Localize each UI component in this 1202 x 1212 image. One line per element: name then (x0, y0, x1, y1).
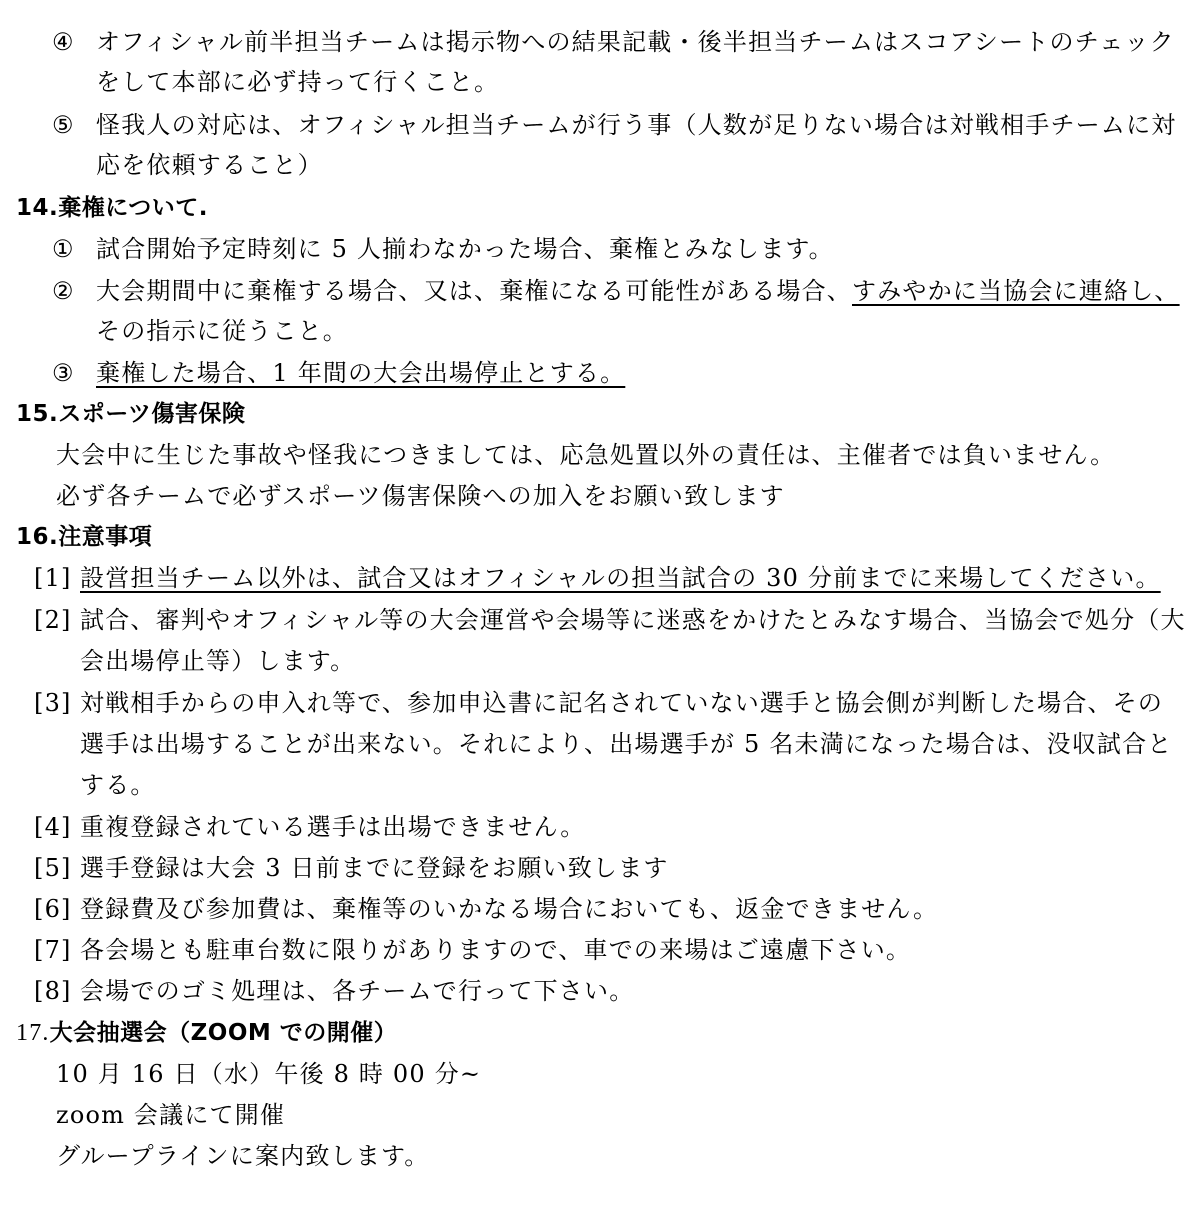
section14-item-1 (52, 234, 834, 264)
item-text: 怪我人の対応は、オフィシャル担当チームが行う事（人数が足りない場合は対戦相手チームに対 (96, 111, 1177, 139)
section14-item-3 (52, 358, 625, 388)
item-text: その指示に従うこと。 (96, 317, 348, 345)
section14-item-2-continued (96, 316, 348, 346)
section16-item-5 (34, 853, 669, 883)
section16-item-7 (34, 935, 911, 965)
section17-heading (16, 1017, 397, 1048)
item-text: 会出場停止等）します。 (80, 647, 356, 675)
item-marker: [1] (34, 564, 72, 592)
section16-item-3-continued-2 (80, 770, 156, 800)
section13-item-5 (52, 110, 1176, 140)
item-text-underlined: 棄権した場合、1 年間の大会出場停止とする。 (96, 359, 626, 387)
section14-heading: 14.棄権について. (16, 195, 209, 221)
item-marker: ③ (52, 359, 75, 387)
section13-item-4-continued (96, 67, 499, 97)
section13-item-4 (52, 27, 1175, 57)
item-text: 応を依頼すること） (96, 151, 323, 179)
section17-heading-number: 17. (16, 1020, 50, 1046)
section13-item-5-continued (96, 150, 323, 180)
item-text: をして本部に必ず持って行くこと。 (96, 68, 500, 96)
section16-item-3-continued (80, 729, 1173, 759)
section16-heading: 16.注意事項 (16, 524, 153, 550)
item-marker: [8] (34, 977, 72, 1005)
section15-line-2: 必ず各チームで必ずスポーツ傷害保険への加入をお願い致します (56, 482, 785, 510)
item-marker: [6] (34, 895, 72, 923)
section16-item-4 (34, 812, 585, 842)
item-marker: [4] (34, 813, 72, 841)
item-text: 大会期間中に棄権する場合、又は、棄権になる可能性がある場合、 (96, 277, 852, 305)
item-text: 選手は出場することが出来ない。それにより、出場選手が 5 名未満になった場合は、没収試合と (80, 730, 1173, 758)
item-text: 会場でのゴミ処理は、各チームで行って下さい。 (80, 977, 635, 1005)
section16-item-8 (34, 976, 634, 1006)
item-text-underlined: 設営担当チーム以外は、試合又はオフィシャルの担当試合の 30 分前までに来場してください。 (80, 564, 1161, 592)
section15-heading: 15.スポーツ傷害保険 (16, 401, 246, 427)
section16-item-1 (34, 563, 1161, 593)
item-marker: [5] (34, 854, 72, 882)
item-marker: ⑤ (52, 111, 75, 139)
item-text: 選手登録は大会 3 日前までに登録をお願い致します (80, 854, 669, 882)
item-text: 登録費及び参加費は、棄権等のいかなる場合においても、返金できません。 (80, 895, 939, 923)
item-text: 各会場とも駐車台数に限りがありますので、車での来場はご遠慮下さい。 (80, 936, 912, 964)
section17-heading-text: 大会抽選会（ZOOM での開催） (49, 1020, 398, 1046)
section16-item-2-continued (80, 646, 355, 676)
item-text-underlined: すみやかに当協会に連絡し、 (852, 277, 1180, 305)
item-marker: ① (52, 235, 75, 263)
section15-line-1: 大会中に生じた事故や怪我につきましては、応急処置以外の責任は、主催者では負いません。 (56, 441, 1116, 469)
section17-line-2: zoom 会議にて開催 (56, 1101, 286, 1129)
item-text: 試合開始予定時刻に 5 人揃わなかった場合、棄権とみなします。 (96, 235, 834, 263)
section17-line-3: グループラインに案内致します。 (56, 1142, 430, 1170)
item-text: する。 (80, 771, 156, 799)
item-text: 対戦相手からの申入れ等で、参加申込書に記名されていない選手と協会側が判断した場合、その (80, 689, 1164, 717)
item-marker: ② (52, 277, 75, 305)
item-text: 試合、審判やオフィシャル等の大会運営や会場等に迷惑をかけたとみなす場合、当協会で処分（大 (80, 606, 1186, 634)
section16-item-3 (34, 688, 1163, 718)
item-text: 重複登録されている選手は出場できません。 (80, 813, 586, 841)
item-marker: [7] (34, 936, 72, 964)
section17-line-1: 10 月 16 日（水）午後 8 時 00 分~ (56, 1060, 482, 1088)
section16-item-6 (34, 894, 938, 924)
item-marker: ④ (52, 28, 75, 56)
section16-item-2 (34, 605, 1186, 635)
item-text: オフィシャル前半担当チームは掲示物への結果記載・後半担当チームはスコアシートのチェック (96, 28, 1175, 56)
item-marker: [3] (34, 689, 72, 717)
item-marker: [2] (34, 606, 72, 634)
section14-item-2 (52, 276, 1180, 306)
